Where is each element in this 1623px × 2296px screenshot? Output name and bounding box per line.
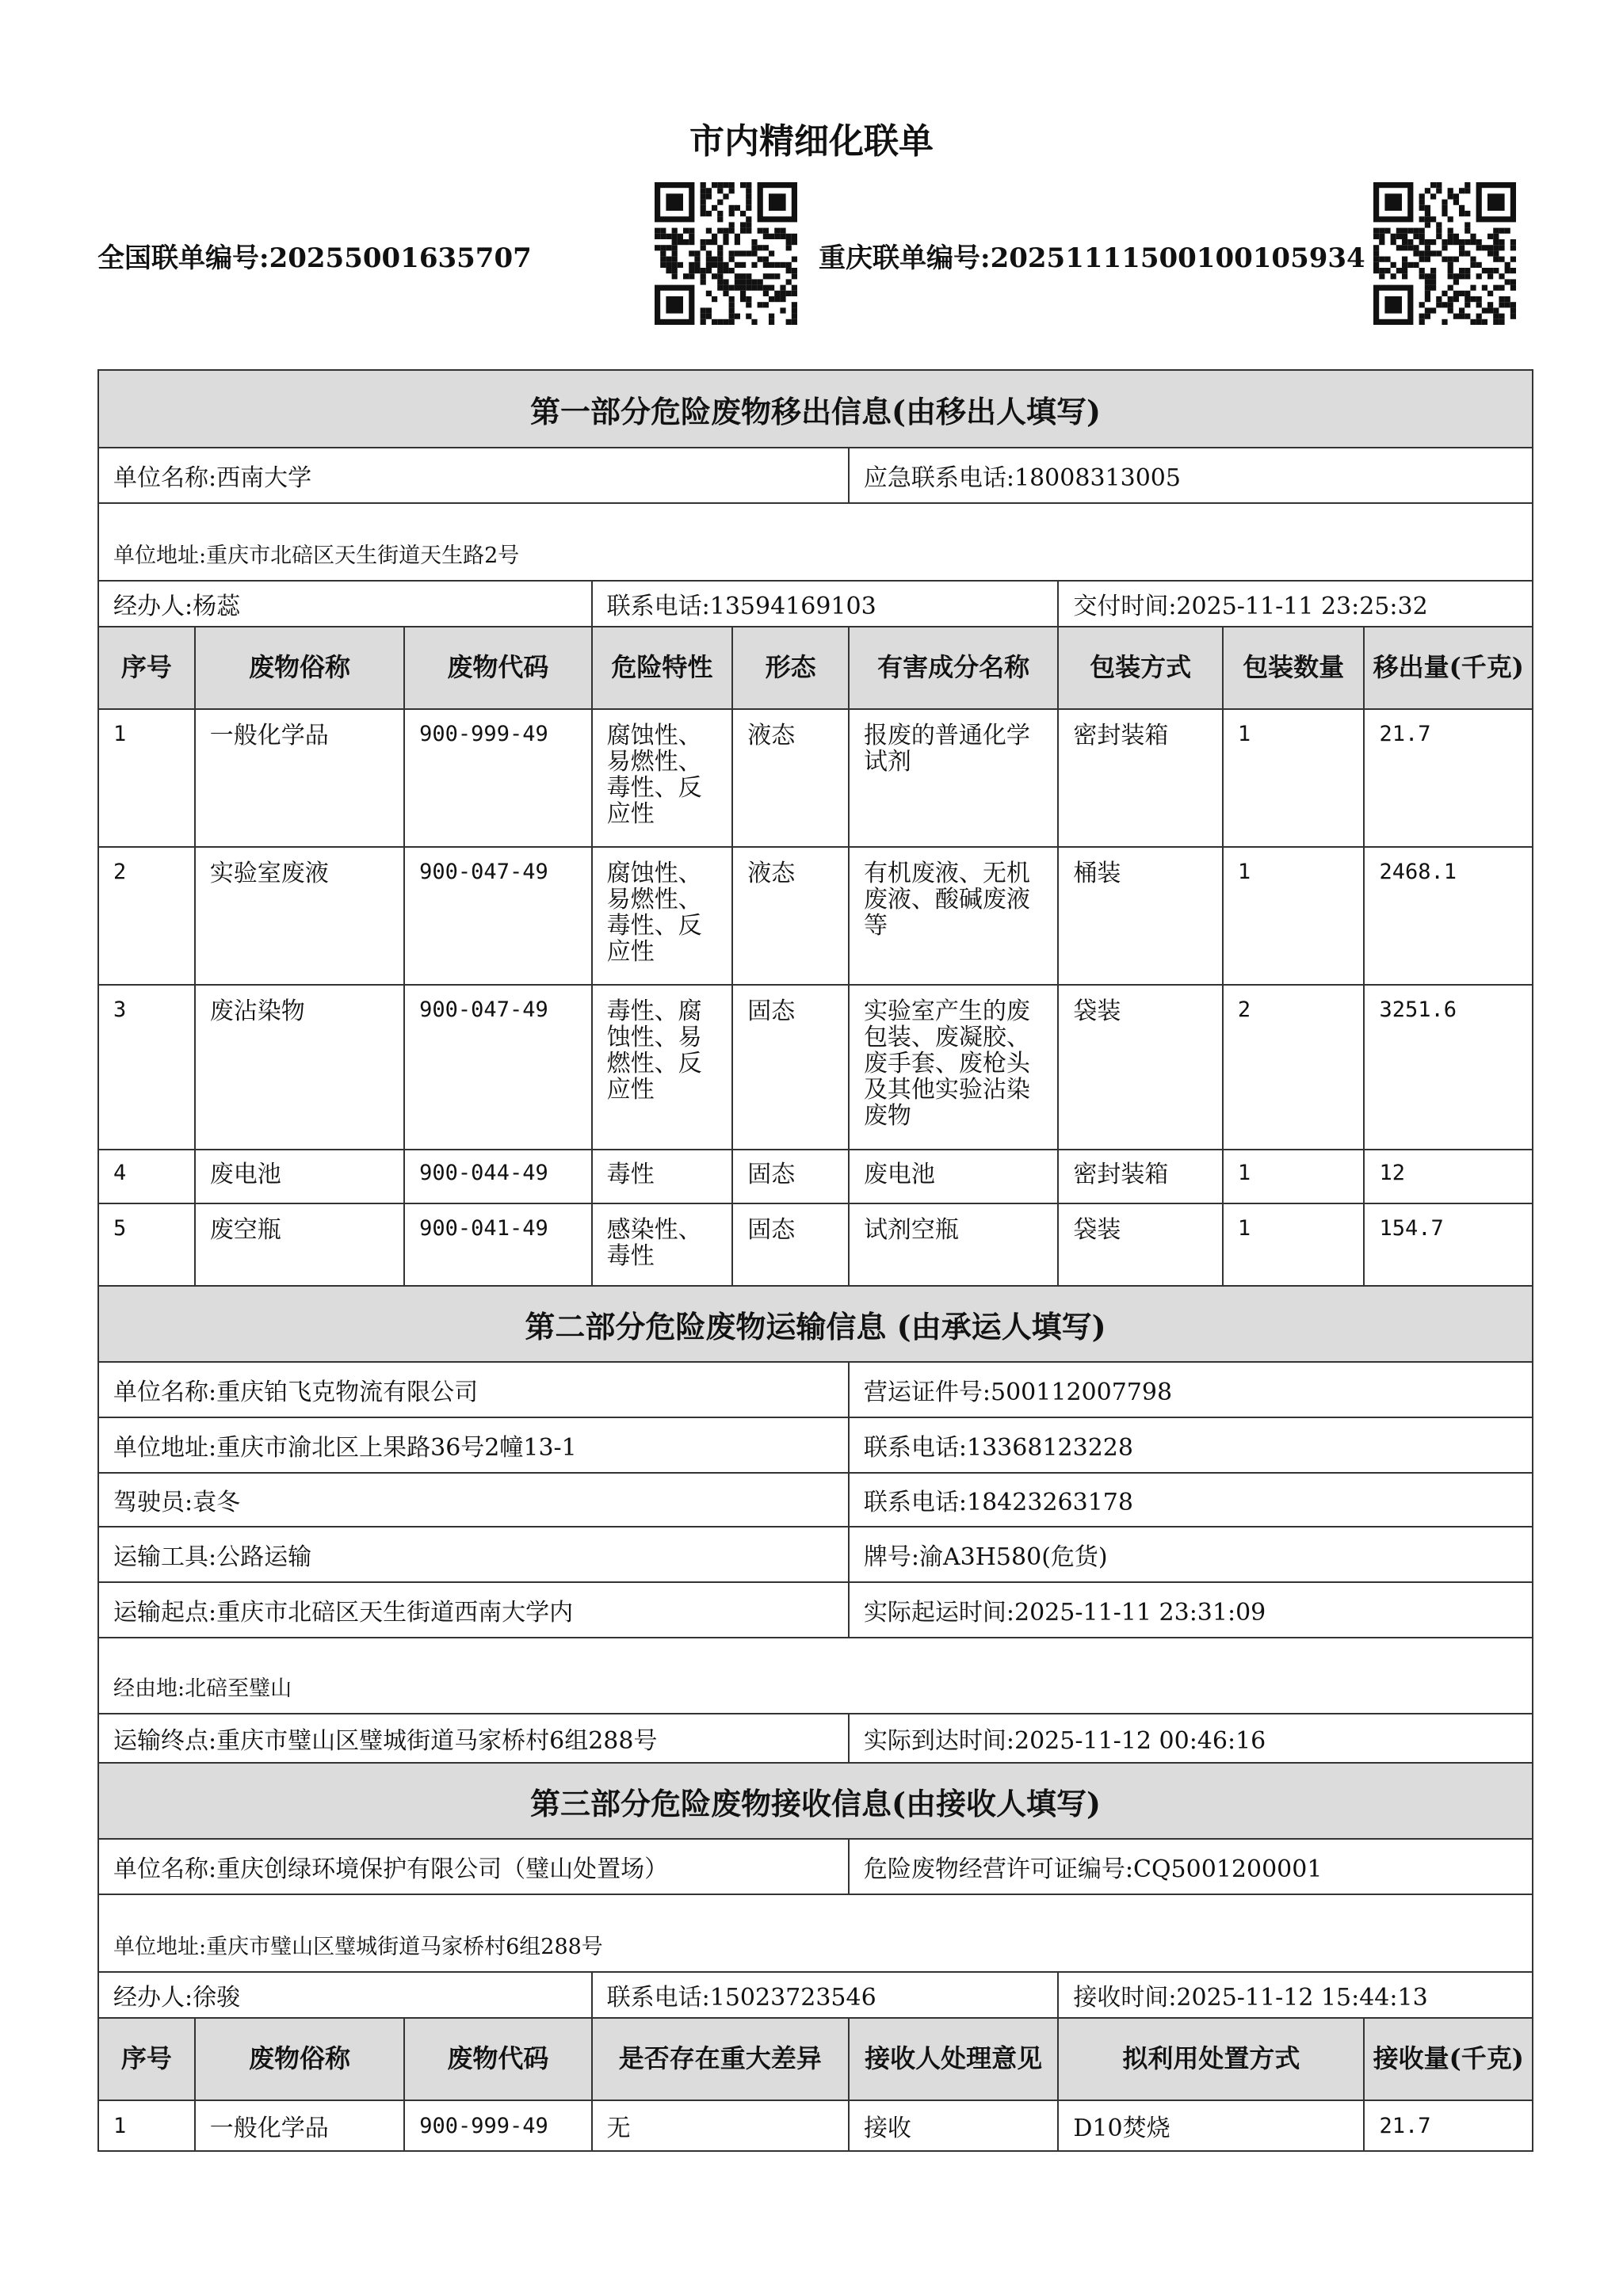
table-cell: 腐蚀性、易燃性、毒性、反应性 [591, 710, 732, 846]
table-cell: 900-999-49 [403, 2101, 590, 2150]
table-cell: 1 [113, 2113, 127, 2138]
part2-license: 营运证件号:500112007798 [848, 1363, 1532, 1417]
table-header-cell: 包装方式 [1057, 627, 1222, 708]
table-header-cell: 接收量(千克) [1363, 2019, 1532, 2100]
part2-arrival-time: 实际到达时间:2025-11-12 00:46:16 [848, 1714, 1532, 1762]
table-cell: 有机废液、无机废液、酸碱废液等 [848, 848, 1057, 984]
part1-heading: 第一部分危险废物移出信息(由移出人填写) [99, 371, 1532, 447]
table-cell: 4 [113, 1161, 127, 1185]
table-cell: 袋装 [1057, 1204, 1222, 1285]
table-header-cell: 包装数量 [1222, 627, 1364, 708]
part3-heading: 第三部分危险废物接收信息(由接收人填写) [99, 1764, 1532, 1838]
table-cell: 桶装 [1057, 848, 1222, 984]
table-header-cell: 废物代码 [403, 627, 590, 708]
table-cell: 12 [1363, 1150, 1532, 1203]
part2-driver-phone: 联系电话:18423263178 [848, 1474, 1532, 1526]
national-no-label: 全国联单编号: [97, 242, 269, 274]
table-cell: 21.7 [1363, 710, 1532, 846]
table-cell: 一般化学品 [194, 2101, 403, 2150]
table-cell: 密封装箱 [1057, 1150, 1222, 1203]
table-cell: 21.7 [1363, 2101, 1532, 2150]
table-header-cell: 接收人处理意见 [848, 2019, 1057, 2100]
table-cell: 毒性、腐蚀性、易燃性、反应性 [591, 986, 732, 1149]
table-cell: 1 [1222, 848, 1364, 984]
table-cell: 废空瓶 [194, 1204, 403, 1285]
part2-heading: 第二部分危险废物运输信息 (由承运人填写) [99, 1287, 1532, 1361]
part3-receive-time: 接收时间:2025-11-12 15:44:13 [1057, 1973, 1532, 2017]
part1-unit-name: 单位名称:西南大学 [113, 464, 312, 492]
table-header-cell: 是否存在重大差异 [591, 2019, 848, 2100]
table-cell: 5 [113, 1216, 127, 1241]
manifest-form [97, 369, 1533, 2152]
part1-emergency-phone: 应急联系电话:18008313005 [848, 448, 1532, 502]
table-cell: 900-047-49 [403, 848, 590, 984]
cq-qr-code-icon [1373, 182, 1516, 325]
table-cell: 废电池 [194, 1150, 403, 1203]
part2-phone: 联系电话:13368123228 [848, 1418, 1532, 1472]
table-cell: 固态 [731, 1150, 848, 1203]
table-cell: 腐蚀性、易燃性、毒性、反应性 [591, 848, 732, 984]
table-cell: 154.7 [1363, 1204, 1532, 1285]
table-cell: 毒性 [591, 1150, 732, 1203]
part2-via: 经由地:北碚至璧山 [113, 1676, 292, 1701]
part3-handler: 经办人:徐骏 [113, 1984, 241, 2012]
table-header-cell: 序号 [99, 2019, 194, 2100]
cq-no-label: 重庆联单编号: [819, 242, 991, 274]
table-row [99, 984, 1532, 1149]
table-cell: 无 [591, 2101, 848, 2150]
table-cell: 一般化学品 [194, 710, 403, 846]
table-header-cell: 移出量(千克) [1363, 627, 1532, 708]
table-header-cell: 危险特性 [591, 627, 732, 708]
table-cell: 2 [113, 860, 127, 884]
table-cell: 1 [113, 722, 127, 746]
part2-vehicle-type: 运输工具:公路运输 [113, 1543, 312, 1571]
part3-unit-name: 单位名称:重庆创绿环境保护有限公司（璧山处置场） [113, 1855, 669, 1883]
table-cell: 液态 [731, 710, 848, 846]
table-cell: 900-044-49 [403, 1150, 590, 1203]
table-header-cell: 废物俗称 [194, 627, 403, 708]
table-cell: 试剂空瓶 [848, 1204, 1057, 1285]
part1-table-header [99, 626, 1532, 708]
document-title: 市内精细化联单 [689, 121, 934, 162]
table-cell: 2468.1 [1363, 848, 1532, 984]
table-cell: 实验室废液 [194, 848, 403, 984]
national-no [97, 236, 532, 275]
table-row [99, 708, 1532, 846]
table-cell: 报废的普通化学试剂 [848, 710, 1057, 846]
table-cell: 感染性、毒性 [591, 1204, 732, 1285]
table-header-cell: 废物俗称 [194, 2019, 403, 2100]
table-cell: 袋装 [1057, 986, 1222, 1149]
table-row [99, 2100, 1532, 2150]
table-header-cell: 形态 [731, 627, 848, 708]
part1-address: 单位地址:重庆市北碚区天生街道天生路2号 [113, 543, 520, 568]
table-row [99, 1149, 1532, 1203]
part3-phone: 联系电话:15023723546 [591, 1973, 1058, 2017]
table-cell: 2 [1222, 986, 1364, 1149]
table-cell: 固态 [731, 1204, 848, 1285]
table-cell: 固态 [731, 986, 848, 1149]
national-qr-code-icon [655, 182, 797, 325]
part2-driver: 驾驶员:袁冬 [113, 1489, 241, 1516]
table-cell: 废沾染物 [194, 986, 403, 1149]
table-cell: 1 [1222, 710, 1364, 846]
part1-delivery-time: 交付时间:2025-11-11 23:25:32 [1057, 582, 1532, 626]
table-cell: 1 [1222, 1150, 1364, 1203]
table-header-cell: 拟利用处置方式 [1057, 2019, 1363, 2100]
table-cell: 1 [1222, 1204, 1364, 1285]
part1-handler: 经办人:杨蕊 [113, 593, 241, 620]
part2-address: 单位地址:重庆市渝北区上果路36号2幢13-1 [113, 1434, 577, 1462]
table-cell: D10焚烧 [1057, 2101, 1363, 2150]
part3-permit: 危险废物经营许可证编号:CQ5001200001 [848, 1840, 1532, 1894]
table-cell: 密封装箱 [1057, 710, 1222, 846]
national-no-value: 20255001635707 [269, 242, 532, 274]
part2-destination: 运输终点:重庆市璧山区璧城街道马家桥村6组288号 [113, 1727, 658, 1755]
table-header-cell: 废物代码 [403, 2019, 590, 2100]
part2-origin: 运输起点:重庆市北碚区天生街道西南大学内 [113, 1599, 574, 1627]
table-row [99, 1203, 1532, 1285]
table-cell: 3 [113, 997, 127, 1022]
part2-start-time: 实际起运时间:2025-11-11 23:31:09 [848, 1583, 1532, 1637]
table-cell: 废电池 [848, 1150, 1057, 1203]
table-cell: 900-041-49 [403, 1204, 590, 1285]
table-cell: 3251.6 [1363, 986, 1532, 1149]
table-row [99, 846, 1532, 984]
cq-no [819, 236, 1365, 275]
table-cell: 实验室产生的废包装、废凝胶、废手套、废枪头及其他实验沾染废物 [848, 986, 1057, 1149]
part1-phone: 联系电话:13594169103 [591, 582, 1058, 626]
part2-unit-name: 单位名称:重庆铂飞克物流有限公司 [113, 1379, 479, 1406]
part3-table-header [99, 2017, 1532, 2100]
table-header-cell: 有害成分名称 [848, 627, 1057, 708]
table-cell: 液态 [731, 848, 848, 984]
part2-plate: 牌号:渝A3H580(危货) [848, 1527, 1532, 1581]
part3-address: 单位地址:重庆市璧山区璧城街道马家桥村6组288号 [113, 1935, 603, 1959]
cq-no-value: 20251111500100105934 [990, 242, 1365, 274]
table-header-cell: 序号 [99, 627, 194, 708]
table-cell: 900-047-49 [403, 986, 590, 1149]
table-cell: 接收 [848, 2101, 1057, 2150]
table-cell: 900-999-49 [403, 710, 590, 846]
